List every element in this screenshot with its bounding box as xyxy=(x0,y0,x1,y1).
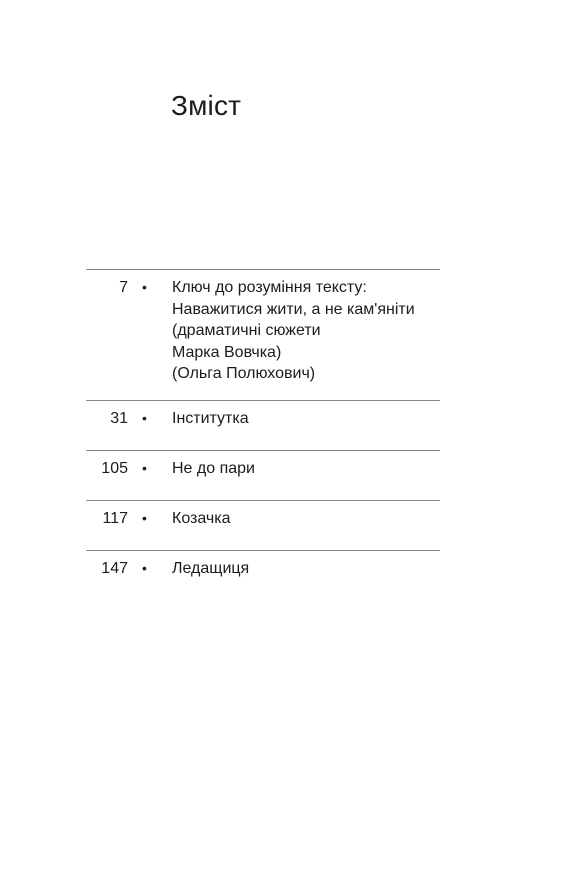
toc-entry-title xyxy=(172,558,440,580)
toc-title-line: Ключ до розуміння тексту: xyxy=(172,279,367,296)
bullet-icon: • xyxy=(142,460,147,476)
toc-page-number: 117 xyxy=(102,510,128,527)
toc-entry-title xyxy=(172,277,440,385)
toc-entry[interactable] xyxy=(86,400,440,450)
toc-entry-title xyxy=(172,508,440,530)
toc-page-number: 7 xyxy=(119,279,128,296)
bullet-icon: • xyxy=(142,510,147,526)
table-of-contents xyxy=(86,269,440,600)
page-title: Зміст xyxy=(171,90,242,121)
toc-page-number: 31 xyxy=(110,410,128,427)
toc-title-line: Марка Вовчка) xyxy=(172,343,282,361)
toc-title-line: Наважитися жити, а не кам'яніти xyxy=(172,300,415,318)
toc-title-line: Козачка xyxy=(172,510,231,527)
toc-title-line: (драматичні сюжети xyxy=(172,322,321,339)
toc-entry[interactable] xyxy=(86,550,440,600)
bullet-icon: • xyxy=(142,560,147,576)
toc-entry[interactable] xyxy=(86,500,440,550)
toc-entry[interactable] xyxy=(86,450,440,500)
toc-title-line: Не до пари xyxy=(172,460,255,477)
toc-page-number: 105 xyxy=(101,460,128,477)
toc-entry[interactable] xyxy=(86,269,440,400)
toc-entry-title xyxy=(172,458,440,480)
toc-title-line: Ледащиця xyxy=(172,560,250,577)
bullet-icon: • xyxy=(142,410,147,426)
bullet-icon: • xyxy=(142,279,147,295)
toc-title-line: (Ольга Полюхович) xyxy=(172,365,316,382)
toc-entry-title xyxy=(172,408,440,430)
toc-title-line: Інститутка xyxy=(172,410,249,427)
toc-page-number: 147 xyxy=(101,560,128,577)
